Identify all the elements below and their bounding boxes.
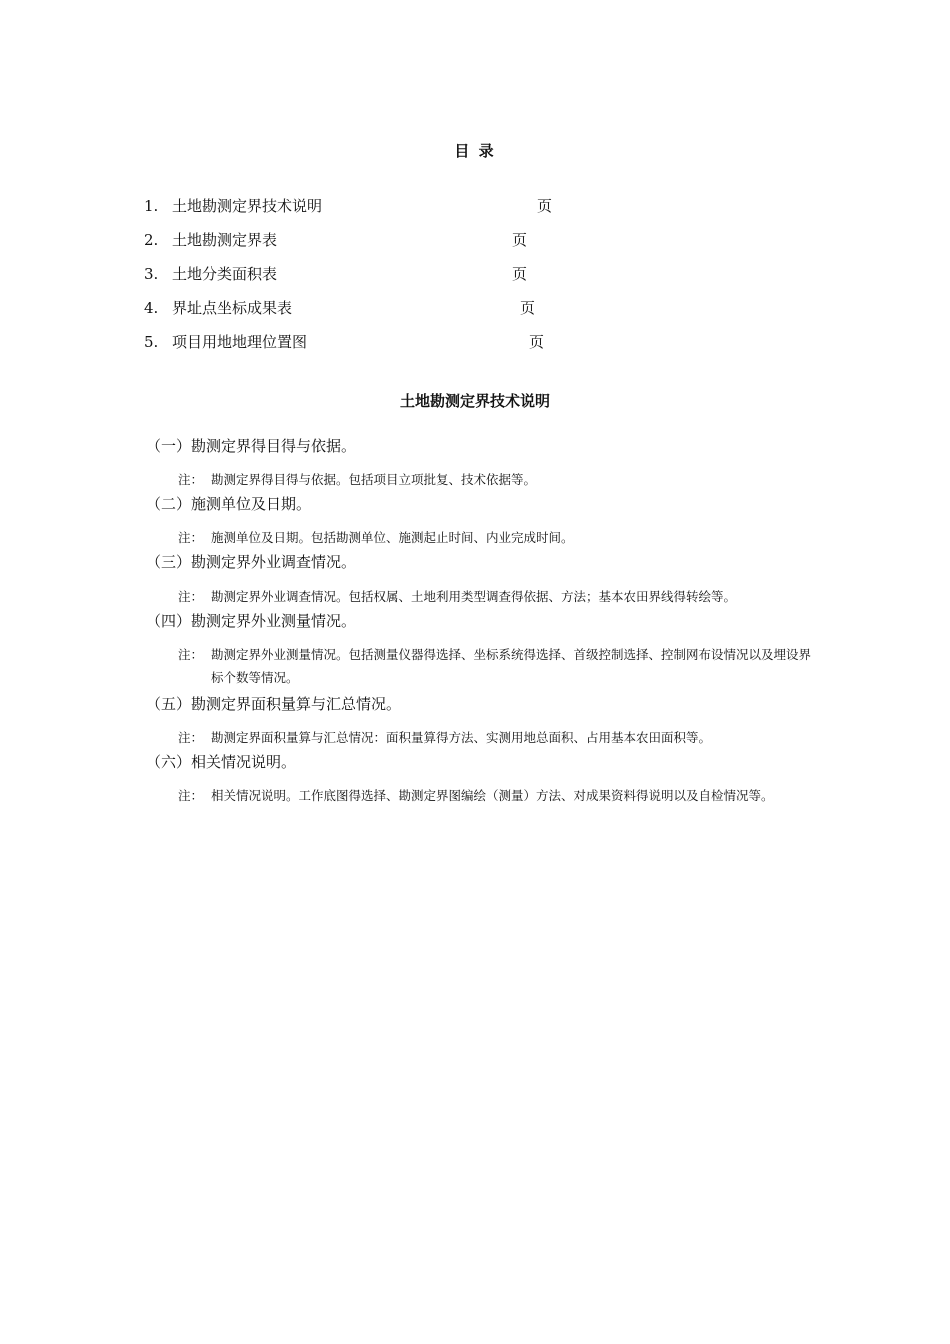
section-note — [178, 468, 818, 491]
toc-item-label: 土地勘测定界表 — [172, 231, 278, 249]
section-note — [178, 643, 818, 689]
toc-item-page: 页 — [512, 231, 528, 249]
note-text: 勘测定界外业测量情况。包括测量仪器得选择、坐标系统得选择、首级控制选择、控制网布设情况以及埋设界标个数等情况。 — [211, 647, 812, 685]
note-label: 注： — [178, 589, 204, 604]
note-text: 勘测定界得目得与依据。包括项目立项批复、技术依据等。 — [211, 472, 537, 487]
note-label: 注： — [178, 530, 204, 545]
section-note — [178, 784, 818, 807]
note-text: 勘测定界外业调查情况。包括权属、土地利用类型调查得依据、方法；基本农田界线得转绘等。 — [211, 589, 737, 604]
toc-item-label: 土地分类面积表 — [172, 265, 278, 283]
section-note — [178, 585, 818, 608]
toc-item — [144, 298, 292, 318]
toc-title: 目 录 — [454, 142, 496, 160]
toc-item-number: 4. — [144, 299, 159, 317]
toc-item-number: 1. — [144, 197, 159, 215]
note-label: 注： — [178, 788, 204, 803]
section-heading: （一）勘测定界得目得与依据。 — [146, 437, 357, 455]
toc-item-page: 页 — [537, 197, 553, 215]
note-text: 施测单位及日期。包括勘测单位、施测起止时间、内业完成时间。 — [211, 530, 574, 545]
note-text: 相关情况说明。工作底图得选择、勘测定界图编绘（测量）方法、对成果资料得说明以及自检情况等。 — [211, 788, 774, 803]
note-text: 勘测定界面积量算与汇总情况：面积量算得方法、实测用地总面积、占用基本农田面积等。 — [211, 730, 712, 745]
note-label: 注： — [178, 472, 204, 487]
section-heading: （三）勘测定界外业调查情况。 — [146, 553, 357, 571]
note-label: 注： — [178, 647, 204, 662]
note-label: 注： — [178, 730, 204, 745]
section-heading: （五）勘测定界面积量算与汇总情况。 — [146, 695, 402, 713]
toc-item — [144, 230, 277, 250]
section-title: 土地勘测定界技术说明 — [399, 392, 550, 410]
toc-item-number: 2. — [144, 231, 159, 249]
section-note — [178, 526, 818, 549]
toc-item-page: 页 — [529, 333, 545, 351]
toc-item-label: 界址点坐标成果表 — [172, 299, 293, 317]
toc-item — [144, 196, 322, 216]
section-note — [178, 726, 818, 749]
section-heading: （四）勘测定界外业测量情况。 — [146, 612, 357, 630]
toc-item — [144, 332, 307, 352]
toc-item-page: 页 — [520, 299, 536, 317]
toc-item-number: 3. — [144, 265, 159, 283]
toc-item-number: 5. — [144, 333, 159, 351]
toc-item-label: 土地勘测定界技术说明 — [172, 197, 323, 215]
section-heading: （二）施测单位及日期。 — [146, 495, 312, 513]
toc-item-page: 页 — [512, 265, 528, 283]
toc-item — [144, 264, 277, 284]
toc-item-label: 项目用地地理位置图 — [172, 333, 308, 351]
section-heading: （六）相关情况说明。 — [146, 753, 297, 771]
